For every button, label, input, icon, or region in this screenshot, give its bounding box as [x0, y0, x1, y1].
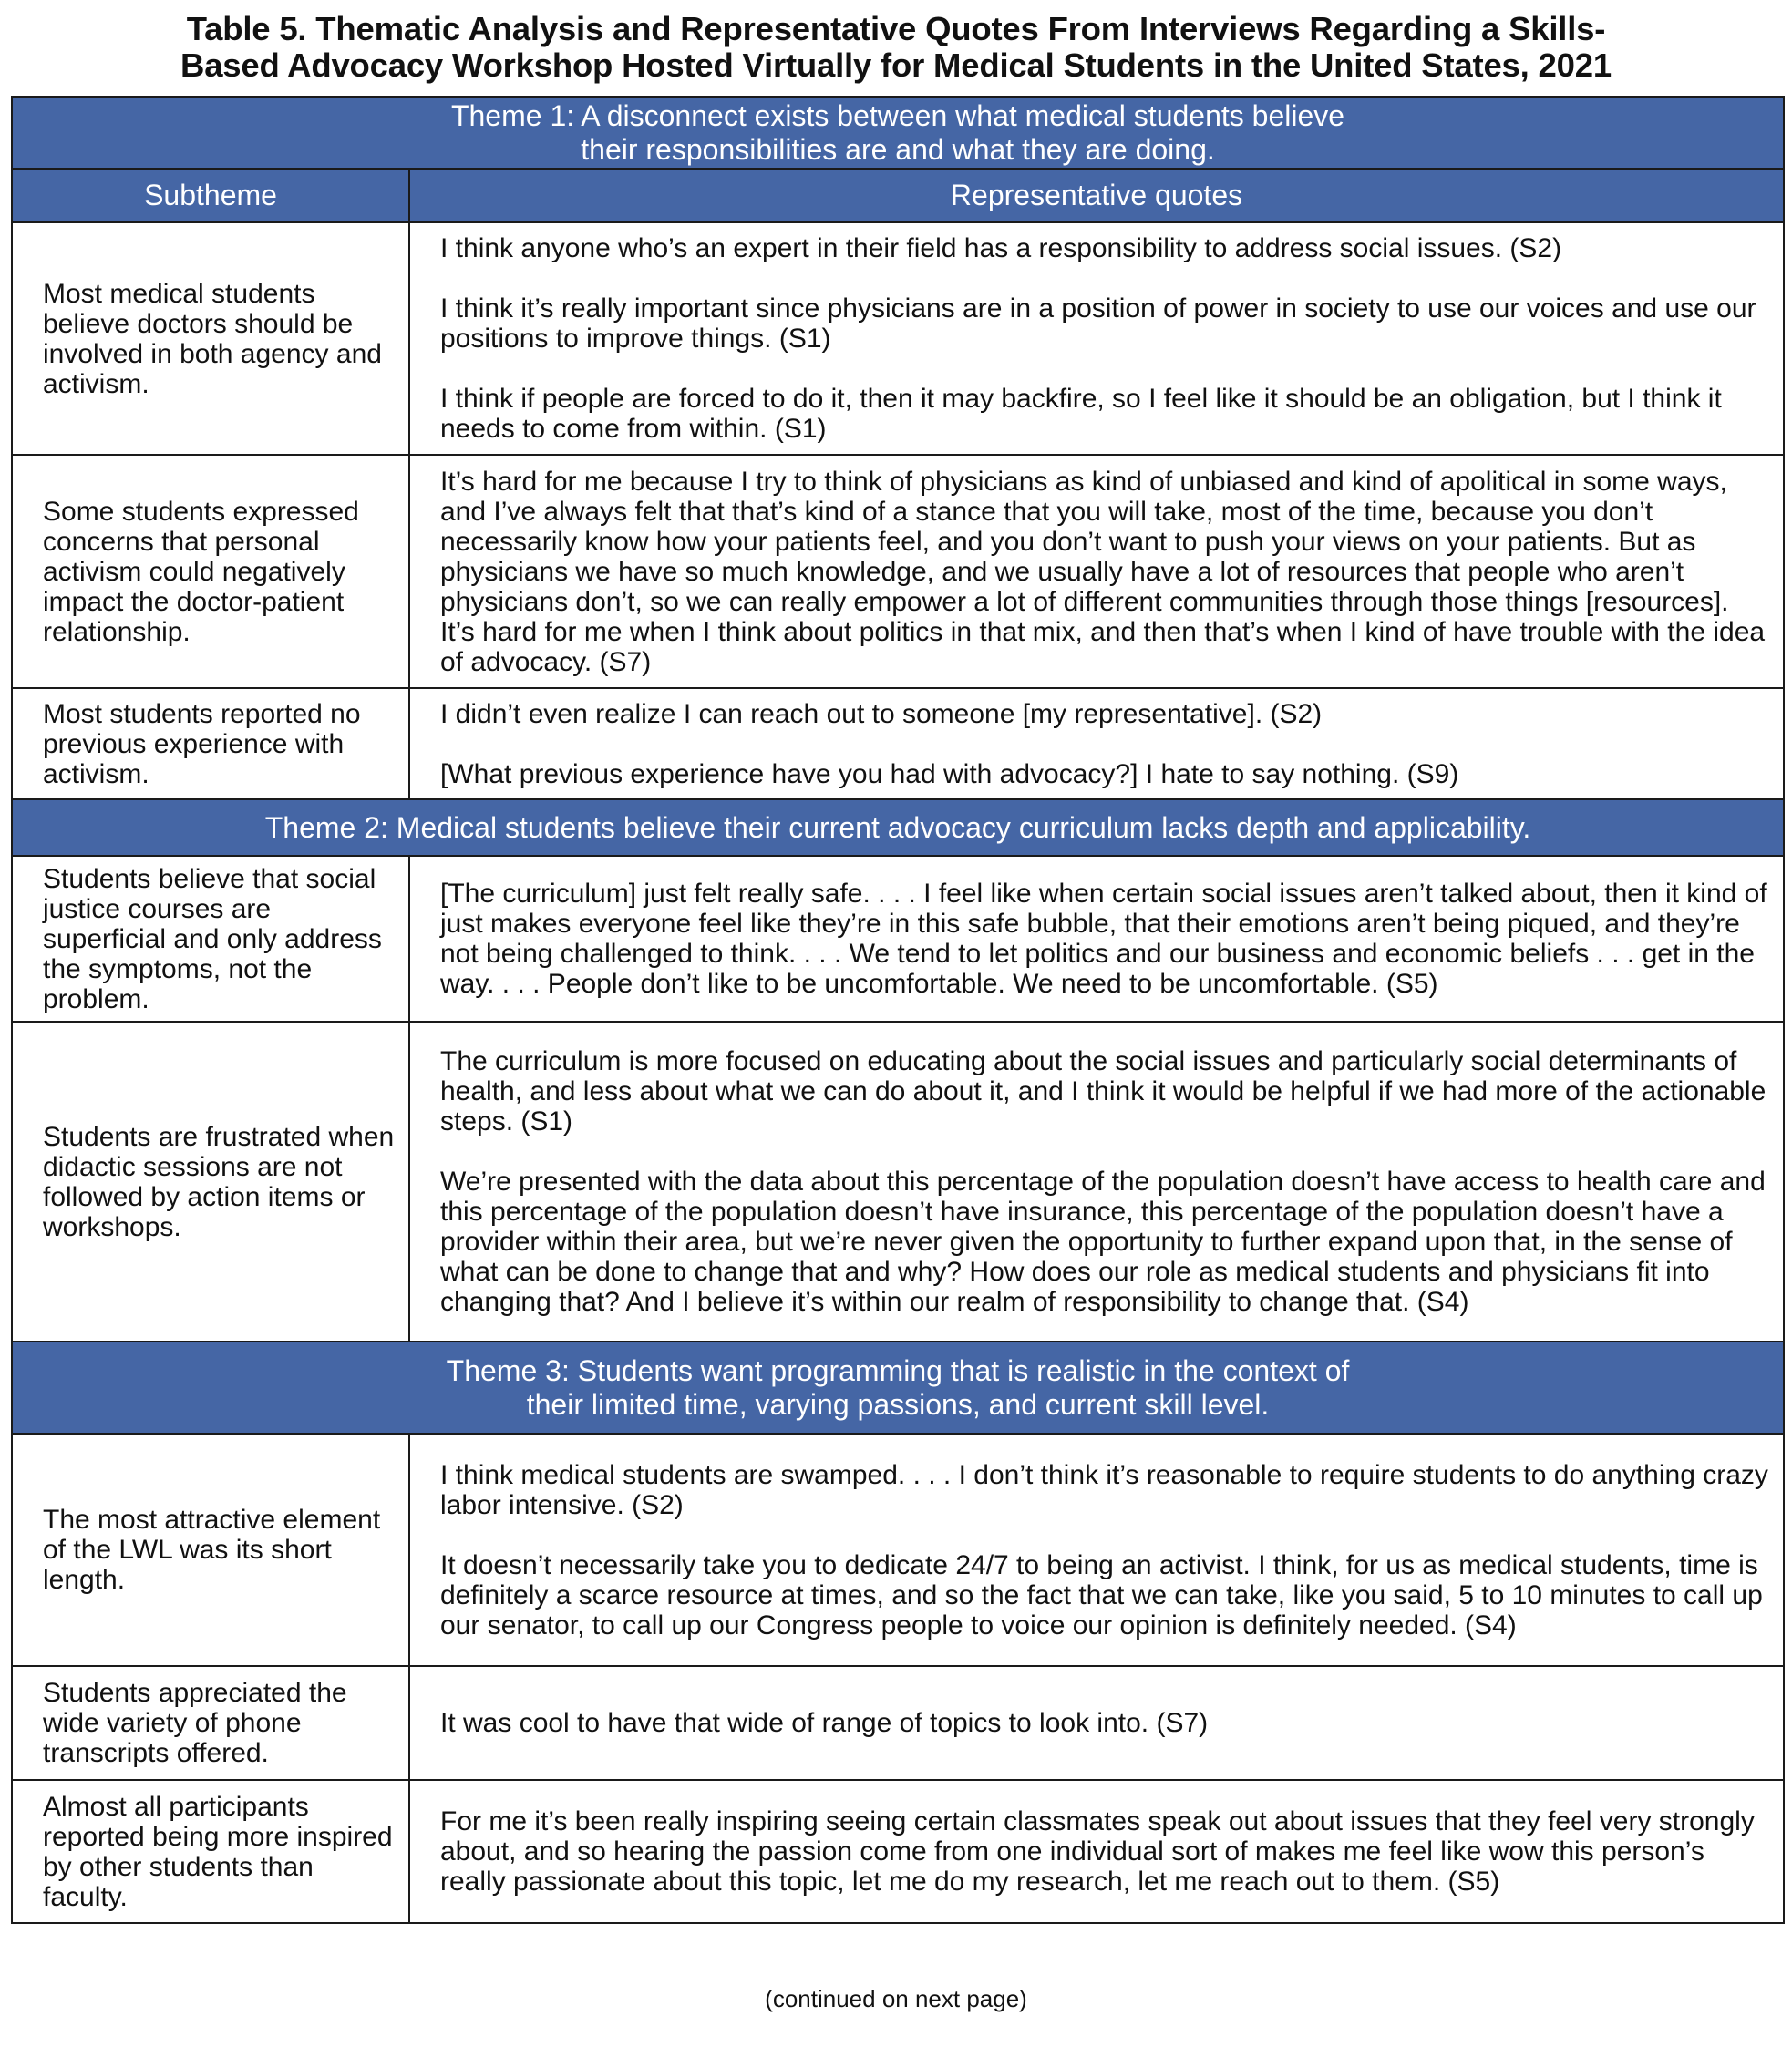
quotes-cell [409, 1022, 1784, 1342]
quotes-cell [409, 1666, 1784, 1780]
table-row [12, 1434, 1784, 1666]
table-row [12, 1022, 1784, 1342]
theme-banner [12, 799, 1784, 856]
quote-text: I didn’t even realize I can reach out to someone [my representative]. (S2) [440, 698, 1323, 729]
theme-title-line: Theme 2: Medical students believe their current advocacy curriculum lacks depth and applicability. [264, 810, 1531, 844]
quote-text: [The curriculum] just felt really safe. . . . I feel like when certain social issues aren’t talked about, then it kind of just makes everyone feel like they’re in this safe bubble, that their emotions aren’t being piqued, and they’re not being challenged to think. . . . We tend to let politics and our business and economic beliefs . . . get in the way. . . . People don’t like to be uncomfortable. We need to be uncomfortable. (S5) [440, 879, 1767, 999]
quote-text: I think if people are forced to do it, then it may backfire, so I feel like it should be an obligation, but I think it needs to come from within. (S1) [440, 384, 1722, 444]
quotes-cell [409, 1780, 1784, 1923]
quote-text: We’re presented with the data about this percentage of the population doesn’t have access to health care and this percentage of the population doesn’t have insurance, this percentage of the population doesn’t have a provider within their area, but we’re never given the opportunity to further expand upon that, in the sense of what can be done to change that and why? How does our role as medical students and physicians fit into changing that? And I believe it’s within our realm of responsibility to change that. (S4) [440, 1167, 1766, 1317]
theme-title-line: their limited time, varying passions, and current skill level. [526, 1387, 1270, 1421]
subtheme-cell: Students believe that social justice courses are superficial and only address the symptoms, not the problem. [12, 856, 409, 1022]
theme-title-line: Theme 3: Students want programming that is realistic in the context of [446, 1353, 1350, 1387]
quote-text: The curriculum is more focused on educating about the social issues and particularly social determinants of health, and less about what we can do about it, and I think it would be helpful if we had more of the actionable steps. (S1) [440, 1046, 1766, 1137]
quotes-cell [409, 1434, 1784, 1666]
subtheme-cell: The most attractive element of the LWL was its short length. [12, 1434, 409, 1666]
quotes-cell [409, 856, 1784, 1022]
quote-text: It’s hard for me because I try to think of physicians as kind of unbiased and kind of apolitical in some ways, and I’ve always felt that that’s kind of a stance that you will take, most of the time, because you don’t necessarily know how your patients feel, and you don’t want to push your views on your patients. But as physicians we have so much knowledge, and we usually have a lot of resources that people who aren’t physicians don’t, so we can really empower a lot of different communities through those things [resources]. It’s hard for me when I think about politics in that mix, and then that’s when I kind of have trouble with the idea of advocacy. (S7) [440, 466, 1766, 677]
table-body [12, 97, 1784, 1923]
column-header-subtheme: Subtheme [12, 169, 409, 222]
quote-text: [What previous experience have you had with advocacy?] I hate to say nothing. (S9) [440, 758, 1459, 789]
table-row [12, 1666, 1784, 1780]
subtheme-cell: Students appreciated the wide variety of phone transcripts offered. [12, 1666, 409, 1780]
theme-title-line: Theme 1: A disconnect exists between what medical students believe [450, 98, 1345, 132]
theme-banner-row [12, 1342, 1784, 1434]
quotes-cell [409, 688, 1784, 799]
quotes-cell [409, 455, 1784, 688]
subtheme-cell: Some students expressed concerns that personal activism could negatively impact the doctor-patient relationship. [12, 455, 409, 688]
table-row [12, 455, 1784, 688]
theme-title-line: their responsibilities are and what they are doing. [581, 132, 1215, 166]
quote-text: I think anyone who’s an expert in their field has a responsibility to address social issues. (S2) [440, 233, 1562, 263]
table-title-line-1: Table 5. Thematic Analysis and Representative Quotes From Interviews Regarding a Skills- [186, 10, 1606, 47]
table-row [12, 1780, 1784, 1923]
subtheme-cell: Almost all participants reported being more inspired by other students than faculty. [12, 1780, 409, 1923]
quote-text: It doesn’t necessarily take you to dedicate 24/7 to being an activist. I think, for us as medical students, time is definitely a scarce resource at times, and so the fact that we can take, like you said, 5 to 10 minutes to call up our senator, to call up our Congress people to voice our opinion is definitely needed. (S4) [440, 1549, 1763, 1641]
quote-text: It was cool to have that wide of range of topics to look into. (S7) [440, 1708, 1209, 1738]
theme-banner-row [12, 97, 1784, 169]
theme-banner [12, 97, 1784, 169]
theme-banner [12, 1342, 1784, 1434]
thematic-analysis-table [11, 96, 1785, 1924]
table-row [12, 688, 1784, 799]
table-row [12, 222, 1784, 455]
table-row [12, 856, 1784, 1022]
continued-note: (continued on next page) [765, 1985, 1027, 2012]
quote-text: For me it’s been really inspiring seeing certain classmates speak out about issues that they feel very strongly about, and so hearing the passion come from one individual sort of makes me feel like wow this person’s really passionate about this topic, let me do my research, let me reach out to them. (S5) [440, 1806, 1755, 1897]
quote-text: I think it’s really important since physicians are in a position of power in society to use our voices and use our positions to improve things. (S1) [440, 293, 1756, 354]
table-title [0, 11, 1792, 84]
subtheme-cell: Most medical students believe doctors should be involved in both agency and activism. [12, 222, 409, 455]
table-title-line-2: Based Advocacy Workshop Hosted Virtually for Medical Students in the United States, 2021 [180, 46, 1612, 84]
quote-text: I think medical students are swamped. . . . I don’t think it’s reasonable to require students to do anything crazy labor intensive. (S2) [440, 1459, 1768, 1520]
column-header-quotes: Representative quotes [409, 169, 1784, 222]
theme-banner-row [12, 799, 1784, 856]
subtheme-cell: Students are frustrated when didactic sessions are not followed by action items or workshops. [12, 1022, 409, 1342]
column-header-row [12, 169, 1784, 222]
subtheme-cell: Most students reported no previous experience with activism. [12, 688, 409, 799]
quotes-cell [409, 222, 1784, 455]
